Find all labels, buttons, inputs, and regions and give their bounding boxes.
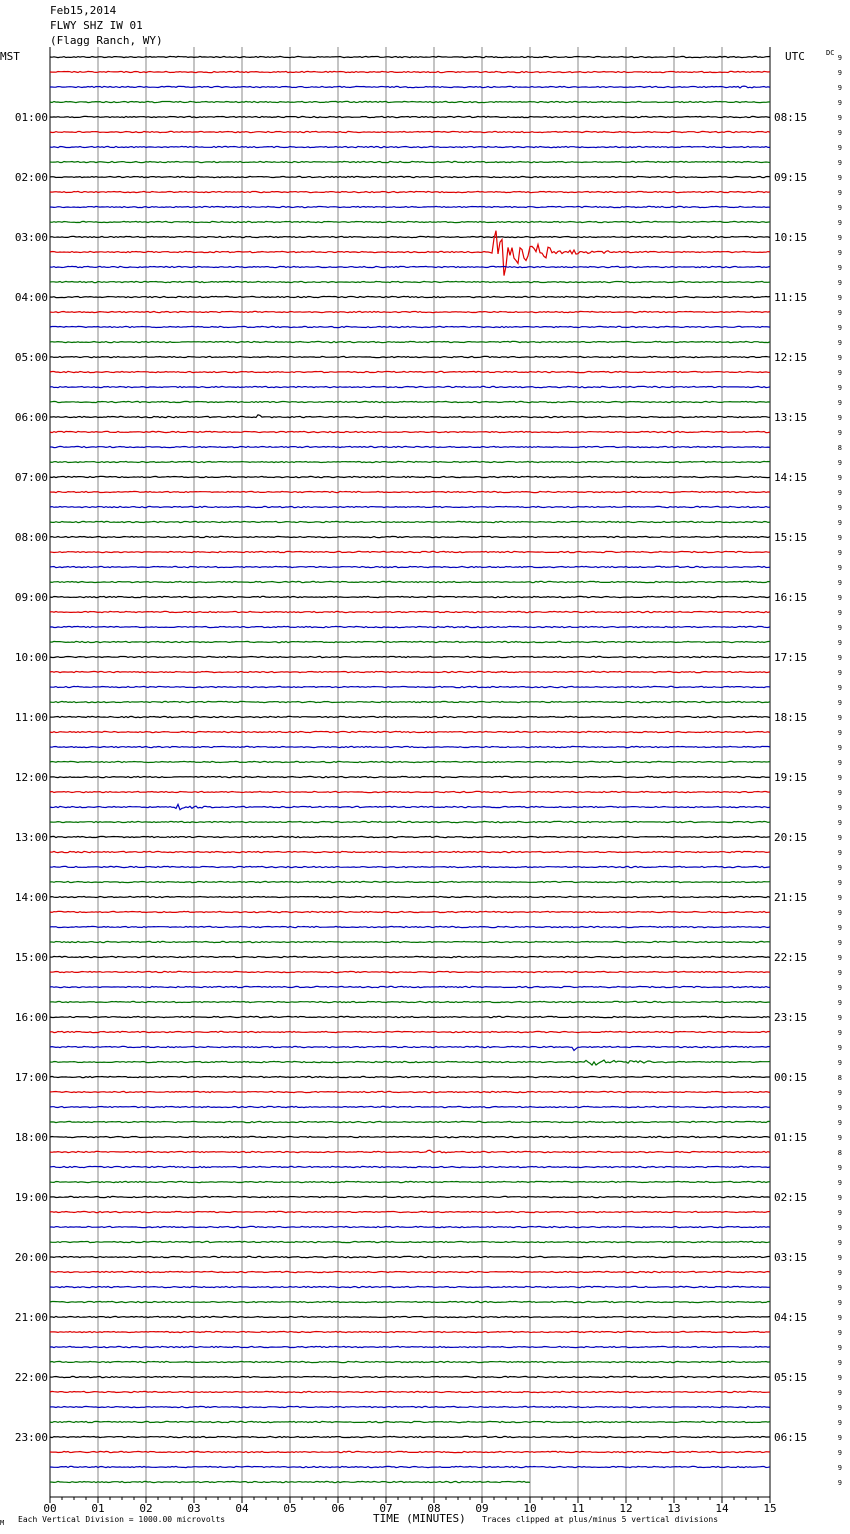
dc-value: 9 (837, 1464, 842, 1472)
utc-hour-label: 22:15 (774, 951, 808, 964)
trace-line (50, 476, 770, 477)
x-tick-label: 12 (619, 1502, 633, 1515)
utc-hour-label: 12:15 (774, 351, 808, 364)
dc-value: 9 (837, 159, 842, 167)
dc-value: 9 (837, 129, 842, 137)
dc-value: 9 (837, 1119, 842, 1127)
utc-hour-label: 15:15 (774, 531, 808, 544)
dc-value: 9 (837, 609, 842, 617)
dc-value: 9 (837, 489, 842, 497)
trace-line (50, 626, 770, 627)
trace-line (50, 1211, 770, 1212)
trace-line (50, 1181, 770, 1182)
mst-hour-label: 09:00 (14, 591, 48, 604)
trace-line (50, 311, 770, 312)
dc-value: 9 (837, 969, 842, 977)
utc-hour-label: 02:15 (774, 1191, 808, 1204)
trace-line (50, 446, 770, 447)
trace-line (50, 971, 770, 972)
dc-value: 9 (837, 714, 842, 722)
trace-line (50, 1226, 770, 1227)
dc-value: 9 (837, 1479, 842, 1487)
trace-line (50, 1451, 770, 1452)
trace-line (50, 116, 770, 117)
trace-line (50, 1256, 770, 1257)
dc-value: 9 (837, 1239, 842, 1247)
dc-value: 8 (837, 1149, 842, 1157)
trace-line (50, 986, 770, 987)
mst-hour-label: 07:00 (14, 471, 48, 484)
mst-hour-label: 05:00 (14, 351, 48, 364)
dc-value: 9 (837, 849, 842, 857)
utc-hour-label: 18:15 (774, 711, 808, 724)
trace-line (50, 881, 770, 882)
trace-line (50, 716, 770, 717)
dc-value: 9 (837, 729, 842, 737)
trace-line (50, 161, 770, 162)
trace-line (50, 1346, 770, 1347)
utc-hour-label: 19:15 (774, 771, 808, 784)
x-tick-label: 14 (715, 1502, 729, 1515)
trace-line (50, 1331, 770, 1332)
trace-line (50, 236, 770, 237)
dc-value: 9 (837, 174, 842, 182)
dc-value: 9 (837, 1314, 842, 1322)
trace-line (50, 671, 770, 672)
trace-line (50, 1481, 530, 1482)
trace-line (50, 686, 770, 687)
dc-value: 9 (837, 654, 842, 662)
trace-line (50, 566, 770, 567)
mst-hour-label: 08:00 (14, 531, 48, 544)
trace-line (50, 521, 770, 522)
dc-value: 9 (837, 399, 842, 407)
dc-value: 9 (837, 384, 842, 392)
trace-line (50, 1286, 770, 1287)
trace-line (50, 776, 770, 777)
trace-line (50, 1046, 770, 1050)
dc-value: 9 (837, 744, 842, 752)
dc-value: 9 (837, 1089, 842, 1097)
trace-line (50, 1391, 770, 1392)
dc-value: 9 (837, 999, 842, 1007)
trace-line (50, 71, 770, 72)
credit-mark: M (0, 1519, 5, 1527)
dc-value: 9 (837, 1194, 842, 1202)
dc-column-title: DC (826, 49, 835, 57)
dc-value: 9 (837, 759, 842, 767)
dc-value: 9 (837, 579, 842, 587)
trace-line (50, 491, 770, 492)
trace-line (50, 1271, 770, 1272)
dc-value: 9 (837, 1374, 842, 1382)
dc-value: 9 (837, 1164, 842, 1172)
trace-line (50, 1406, 770, 1407)
trace-line (50, 415, 770, 418)
trace-line (50, 131, 770, 132)
chart-date: Feb15,2014 (50, 4, 117, 17)
mst-hour-label: 06:00 (14, 411, 48, 424)
trace-line (50, 611, 770, 612)
dc-value: 9 (837, 789, 842, 797)
dc-value: 9 (837, 429, 842, 437)
dc-value: 9 (837, 204, 842, 212)
dc-value: 9 (837, 864, 842, 872)
trace-line (50, 1060, 770, 1065)
trace-line (50, 1076, 770, 1077)
dc-value: 9 (837, 819, 842, 827)
trace-line (50, 56, 770, 57)
mst-hour-label: 04:00 (14, 291, 48, 304)
dc-value: 9 (837, 414, 842, 422)
mst-hour-label: 23:00 (14, 1431, 48, 1444)
trace-line (50, 761, 770, 762)
trace-line (50, 386, 770, 387)
utc-hour-label: 23:15 (774, 1011, 808, 1024)
trace-line (50, 146, 770, 147)
utc-hour-label: 06:15 (774, 1431, 808, 1444)
mst-hour-label: 01:00 (14, 111, 48, 124)
dc-value: 9 (837, 249, 842, 257)
trace-line (50, 506, 770, 507)
dc-value: 9 (837, 309, 842, 317)
trace-line (50, 731, 770, 732)
trace-line (50, 401, 770, 402)
dc-value: 9 (837, 1059, 842, 1067)
trace-line (50, 804, 770, 809)
dc-value: 9 (837, 264, 842, 272)
dc-value: 9 (837, 1179, 842, 1187)
trace-line (50, 371, 770, 372)
dc-value: 9 (837, 54, 842, 62)
trace-line (50, 1196, 770, 1197)
mst-hour-label: 03:00 (14, 231, 48, 244)
dc-value: 9 (837, 594, 842, 602)
trace-line (50, 1421, 770, 1422)
dc-value: 9 (837, 939, 842, 947)
trace-line (50, 281, 770, 282)
x-tick-label: 09 (475, 1502, 489, 1515)
trace-line (50, 896, 770, 897)
utc-hour-label: 00:15 (774, 1071, 808, 1084)
mst-hour-label: 20:00 (14, 1251, 48, 1264)
trace-line (50, 191, 770, 192)
dc-value: 9 (837, 1284, 842, 1292)
utc-hour-label: 21:15 (774, 891, 808, 904)
trace-line (50, 926, 770, 927)
dc-value: 9 (837, 834, 842, 842)
trace-line (50, 1436, 770, 1437)
dc-value: 9 (837, 909, 842, 917)
x-tick-label: 00 (43, 1502, 57, 1515)
dc-value: 9 (837, 324, 842, 332)
dc-value: 9 (837, 1014, 842, 1022)
trace-line (50, 581, 770, 582)
trace-line (50, 326, 770, 327)
scale-note: Each Vertical Division = 1000.00 microvolts (18, 1515, 226, 1524)
dc-value: 9 (837, 1359, 842, 1367)
dc-value: 9 (837, 504, 842, 512)
x-tick-label: 06 (331, 1502, 345, 1515)
mst-hour-label: 14:00 (14, 891, 48, 904)
dc-value: 9 (837, 669, 842, 677)
x-tick-label: 07 (379, 1502, 393, 1515)
dc-value: 9 (837, 894, 842, 902)
dc-value: 9 (837, 639, 842, 647)
mst-hour-label: 22:00 (14, 1371, 48, 1384)
x-tick-label: 11 (571, 1502, 585, 1515)
mst-hour-label: 17:00 (14, 1071, 48, 1084)
station-location: (Flagg Ranch, WY) (50, 34, 163, 47)
trace-line (50, 1091, 770, 1092)
dc-value: 9 (837, 69, 842, 77)
trace-line (50, 941, 770, 942)
dc-value: 9 (837, 954, 842, 962)
mst-hour-label: 02:00 (14, 171, 48, 184)
dc-value: 9 (837, 1434, 842, 1442)
dc-value: 9 (837, 1329, 842, 1337)
dc-value: 9 (837, 84, 842, 92)
utc-hour-label: 11:15 (774, 291, 808, 304)
utc-hour-label: 04:15 (774, 1311, 808, 1324)
trace-line (50, 791, 770, 792)
trace-line (50, 296, 770, 297)
dc-value: 9 (837, 1224, 842, 1232)
trace-line (50, 1361, 770, 1362)
x-tick-label: 08 (427, 1502, 441, 1515)
left-axis-title: MST (0, 50, 20, 63)
utc-hour-label: 09:15 (774, 171, 808, 184)
trace-line (50, 851, 770, 852)
trace-line (50, 221, 770, 222)
x-tick-label: 10 (523, 1502, 537, 1515)
dc-value: 9 (837, 699, 842, 707)
trace-line (50, 1136, 770, 1137)
right-axis-title: UTC (785, 50, 805, 63)
mst-hour-label: 10:00 (14, 651, 48, 664)
utc-hour-label: 20:15 (774, 831, 808, 844)
mst-hour-label: 16:00 (14, 1011, 48, 1024)
trace-line (50, 701, 770, 702)
dc-value: 9 (837, 684, 842, 692)
utc-hour-label: 13:15 (774, 411, 808, 424)
dc-value: 9 (837, 459, 842, 467)
trace-line (50, 206, 770, 207)
x-tick-label: 02 (139, 1502, 153, 1515)
x-tick-label: 01 (91, 1502, 105, 1515)
trace-line (50, 101, 770, 102)
station-code: FLWY SHZ IW 01 (50, 19, 143, 32)
dc-value: 9 (837, 879, 842, 887)
utc-hour-label: 05:15 (774, 1371, 808, 1384)
dc-value: 9 (837, 474, 842, 482)
trace-line (50, 341, 770, 342)
dc-value: 9 (837, 984, 842, 992)
dc-value: 9 (837, 219, 842, 227)
trace-line (50, 86, 770, 88)
trace-line (50, 1106, 770, 1107)
dc-value: 9 (837, 339, 842, 347)
trace-line (50, 1001, 770, 1002)
utc-hour-label: 03:15 (774, 1251, 808, 1264)
trace-line (50, 1016, 770, 1017)
dc-value: 9 (837, 189, 842, 197)
trace-line (50, 356, 770, 357)
dc-value: 9 (837, 804, 842, 812)
mst-hour-label: 12:00 (14, 771, 48, 784)
dc-value: 9 (837, 549, 842, 557)
dc-value: 9 (837, 99, 842, 107)
trace-line (50, 1031, 770, 1032)
trace-line (50, 1376, 770, 1377)
trace-line (50, 836, 770, 837)
dc-value: 9 (837, 369, 842, 377)
utc-hour-label: 16:15 (774, 591, 808, 604)
mst-hour-label: 18:00 (14, 1131, 48, 1144)
dc-value: 9 (837, 114, 842, 122)
dc-value: 9 (837, 1029, 842, 1037)
trace-line (50, 911, 770, 912)
trace-line (50, 1150, 770, 1153)
trace-line (50, 1166, 770, 1167)
dc-value: 9 (837, 1104, 842, 1112)
mst-hour-label: 13:00 (14, 831, 48, 844)
utc-hour-label: 08:15 (774, 111, 808, 124)
mst-hour-label: 21:00 (14, 1311, 48, 1324)
trace-line (50, 746, 770, 747)
x-tick-label: 03 (187, 1502, 201, 1515)
dc-value: 9 (837, 1209, 842, 1217)
mst-hour-label: 11:00 (14, 711, 48, 724)
dc-value: 9 (837, 1134, 842, 1142)
trace-line (50, 596, 770, 597)
trace-line (50, 266, 770, 267)
trace-line (50, 461, 770, 462)
dc-value: 9 (837, 1269, 842, 1277)
x-tick-label: 13 (667, 1502, 681, 1515)
x-tick-label: 05 (283, 1502, 297, 1515)
dc-value: 9 (837, 1404, 842, 1412)
trace-line (50, 1301, 770, 1302)
trace-line (50, 431, 770, 432)
dc-value: 9 (837, 624, 842, 632)
utc-hour-label: 17:15 (774, 651, 808, 664)
dc-value: 9 (837, 294, 842, 302)
trace-line (50, 1121, 770, 1122)
dc-value: 8 (837, 1074, 842, 1082)
dc-value: 9 (837, 279, 842, 287)
dc-value: 9 (837, 1254, 842, 1262)
dc-value: 9 (837, 924, 842, 932)
trace-line (50, 1316, 770, 1317)
dc-value: 9 (837, 1044, 842, 1052)
dc-value: 9 (837, 144, 842, 152)
trace-line (50, 656, 770, 657)
dc-value: 9 (837, 1419, 842, 1427)
trace-line (50, 641, 770, 642)
trace-line (50, 176, 770, 177)
dc-value: 9 (837, 1344, 842, 1352)
trace-line (50, 821, 770, 822)
trace-line (50, 956, 770, 957)
dc-value: 9 (837, 354, 842, 362)
dc-value: 9 (837, 234, 842, 242)
clip-note: Traces clipped at plus/minus 5 vertical divisions (482, 1515, 719, 1524)
trace-line (50, 551, 770, 552)
dc-value: 9 (837, 1449, 842, 1457)
dc-value: 9 (837, 534, 842, 542)
trace-line (50, 866, 770, 867)
trace-line (50, 536, 770, 537)
x-tick-label: 15 (763, 1502, 777, 1515)
dc-value: 9 (837, 1299, 842, 1307)
trace-line (50, 1241, 770, 1242)
utc-hour-label: 14:15 (774, 471, 808, 484)
mst-hour-label: 15:00 (14, 951, 48, 964)
x-tick-label: 04 (235, 1502, 249, 1515)
dc-value: 9 (837, 774, 842, 782)
dc-value: 9 (837, 519, 842, 527)
trace-line (50, 1466, 770, 1467)
utc-hour-label: 10:15 (774, 231, 808, 244)
dc-value: 9 (837, 1389, 842, 1397)
utc-hour-label: 01:15 (774, 1131, 808, 1144)
x-axis-label: TIME (MINUTES) (373, 1512, 466, 1525)
dc-value: 9 (837, 564, 842, 572)
mst-hour-label: 19:00 (14, 1191, 48, 1204)
dc-value: 8 (837, 444, 842, 452)
